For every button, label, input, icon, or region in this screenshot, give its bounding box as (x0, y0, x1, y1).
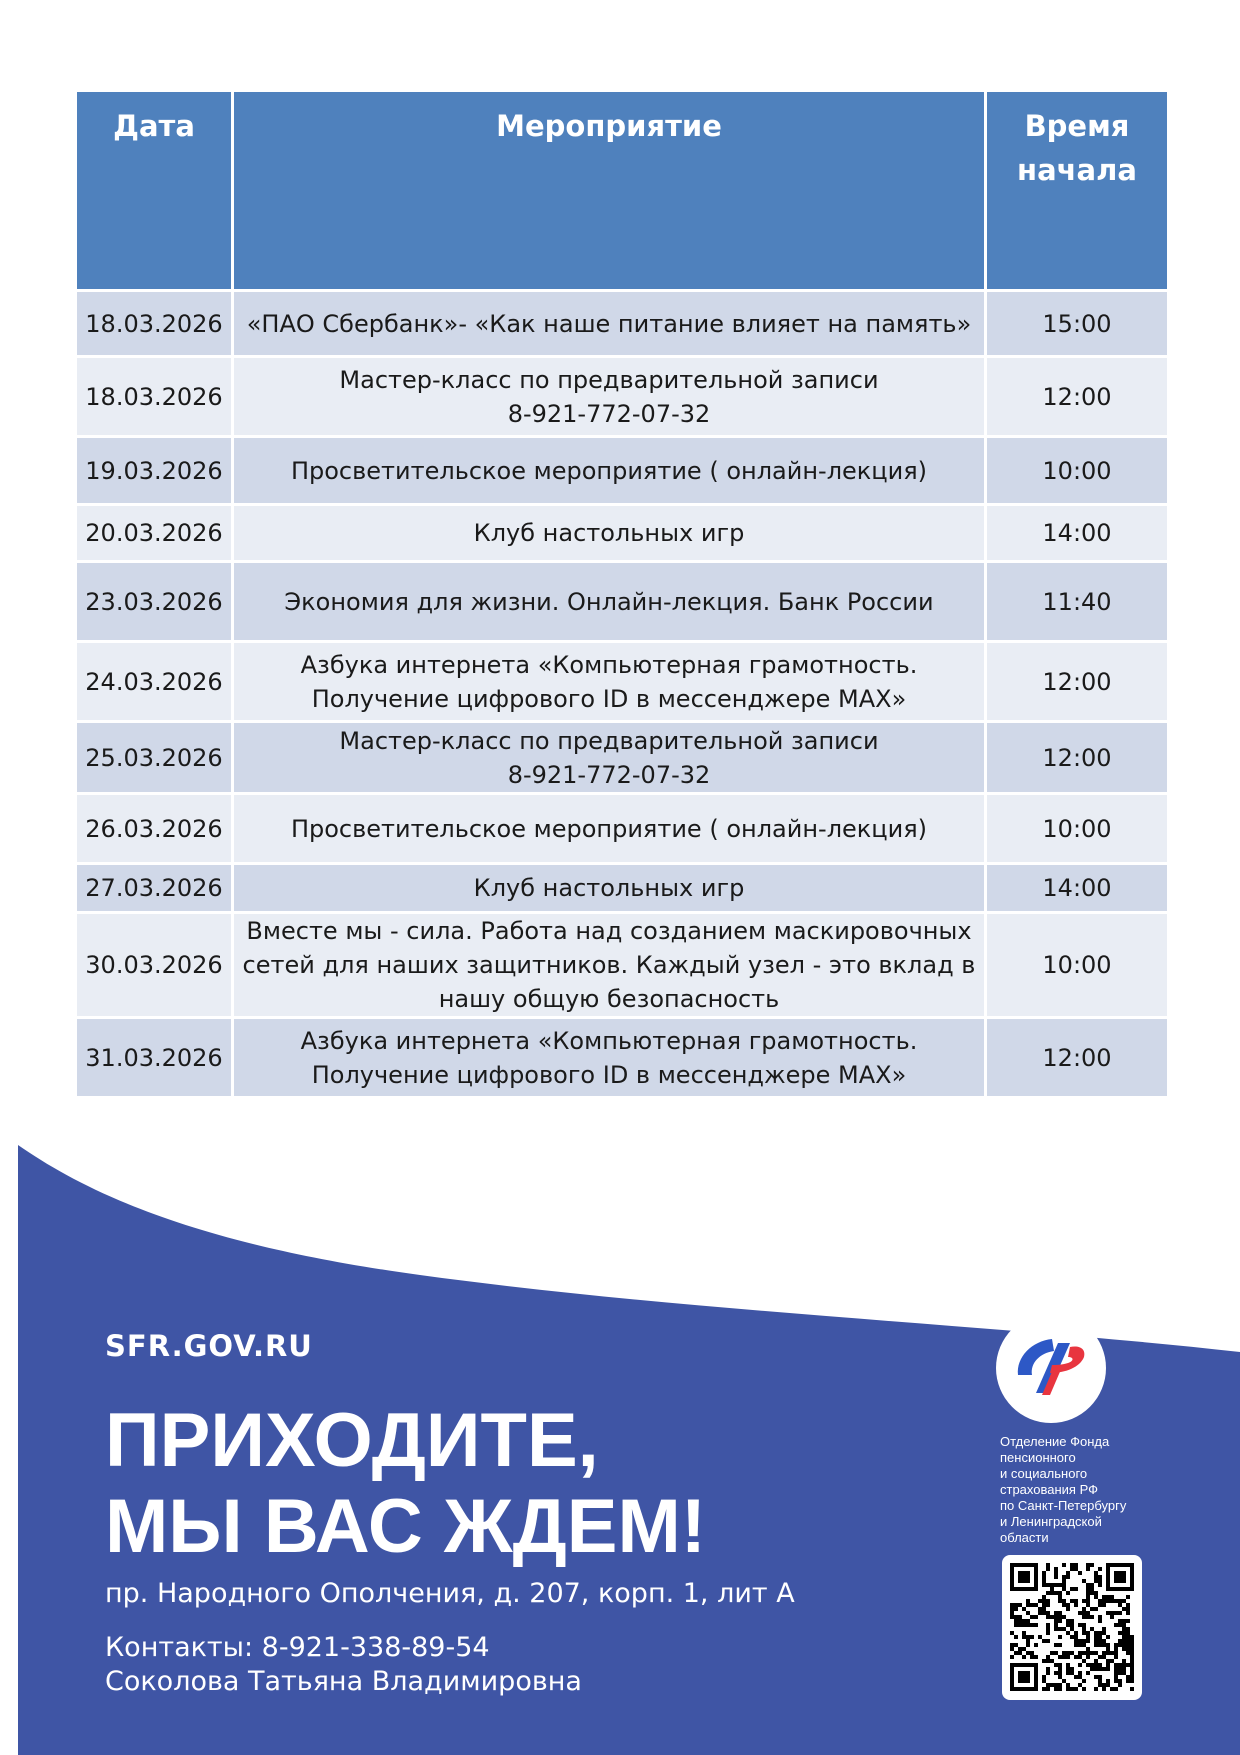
cell-event: Мастер-класс по предварительной записи 8-921-772-07-32 (233, 722, 986, 794)
cell-event: Клуб настольных игр (233, 864, 986, 913)
cell-time: 12:00 (986, 1018, 1169, 1098)
table-row (76, 722, 1169, 794)
cell-date: 18.03.2026 (76, 357, 233, 437)
table-row (76, 794, 1169, 864)
header-date: Дата (76, 91, 233, 291)
events-table (74, 89, 1170, 1099)
cell-date: 25.03.2026 (76, 722, 233, 794)
cell-time: 11:40 (986, 562, 1169, 642)
contacts-block (105, 1631, 582, 1699)
cell-event: Азбука интернета «Компьютерная грамотность. Получение цифрового ID в мессенджере MAX» (233, 1018, 986, 1098)
headline-line1: ПРИХОДИТЕ, (105, 1398, 599, 1483)
cell-date: 31.03.2026 (76, 1018, 233, 1098)
org-name: Отделение Фонда пенсионного и социального страхования РФ по Санкт-Петербургу и Ленинградской области (1000, 1434, 1127, 1545)
headline-line2: МЫ ВАС ЖДЕМ! (105, 1484, 707, 1569)
contacts-phone: Контакты: 8-921-338-89-54 (105, 1632, 490, 1663)
cell-event: Просветительское мероприятие ( онлайн-лекция) (233, 437, 986, 505)
address: пр. Народного Ополчения, д. 207, корп. 1, лит А (105, 1578, 795, 1609)
cell-time: 14:00 (986, 505, 1169, 562)
cell-time: 14:00 (986, 864, 1169, 913)
table-header-row (76, 91, 1169, 291)
cell-event: Вместе мы - сила. Работа над созданием маскировочных сетей для наших защитников. Каждый узел - это вклад в нашу общую безопасность (233, 913, 986, 1018)
cell-event: «ПАО Сбербанк»- «Как наше питание влияет на память» (233, 291, 986, 357)
header-time: Время начала (986, 91, 1169, 291)
table-row (76, 562, 1169, 642)
table-row (76, 437, 1169, 505)
table-row (76, 642, 1169, 722)
cell-time: 12:00 (986, 642, 1169, 722)
table-row (76, 1018, 1169, 1098)
cell-event: Азбука интернета «Компьютерная грамотность. Получение цифрового ID в мессенджере MAX» (233, 642, 986, 722)
qr-code-icon (1002, 1555, 1142, 1700)
cell-date: 23.03.2026 (76, 562, 233, 642)
cell-time: 15:00 (986, 291, 1169, 357)
headline (105, 1398, 706, 1570)
site-link[interactable]: SFR.GOV.RU (105, 1329, 313, 1363)
cell-date: 26.03.2026 (76, 794, 233, 864)
cell-event: Экономия для жизни. Онлайн-лекция. Банк России (233, 562, 986, 642)
cell-time: 10:00 (986, 913, 1169, 1018)
contact-person: Соколова Татьяна Владимировна (105, 1666, 582, 1697)
cell-date: 30.03.2026 (76, 913, 233, 1018)
cell-date: 18.03.2026 (76, 291, 233, 357)
cell-time: 12:00 (986, 357, 1169, 437)
table-row (76, 505, 1169, 562)
sfr-logo-icon (996, 1313, 1106, 1423)
cell-date: 19.03.2026 (76, 437, 233, 505)
cell-time: 10:00 (986, 437, 1169, 505)
cell-date: 27.03.2026 (76, 864, 233, 913)
cell-event: Мастер-класс по предварительной записи 8-921-772-07-32 (233, 357, 986, 437)
table-row (76, 864, 1169, 913)
table-row (76, 357, 1169, 437)
cell-date: 20.03.2026 (76, 505, 233, 562)
table-row (76, 913, 1169, 1018)
cell-date: 24.03.2026 (76, 642, 233, 722)
table-row (76, 291, 1169, 357)
cell-event: Клуб настольных игр (233, 505, 986, 562)
cell-event: Просветительское мероприятие ( онлайн-лекция) (233, 794, 986, 864)
header-event: Мероприятие (233, 91, 986, 291)
cell-time: 12:00 (986, 722, 1169, 794)
cell-time: 10:00 (986, 794, 1169, 864)
